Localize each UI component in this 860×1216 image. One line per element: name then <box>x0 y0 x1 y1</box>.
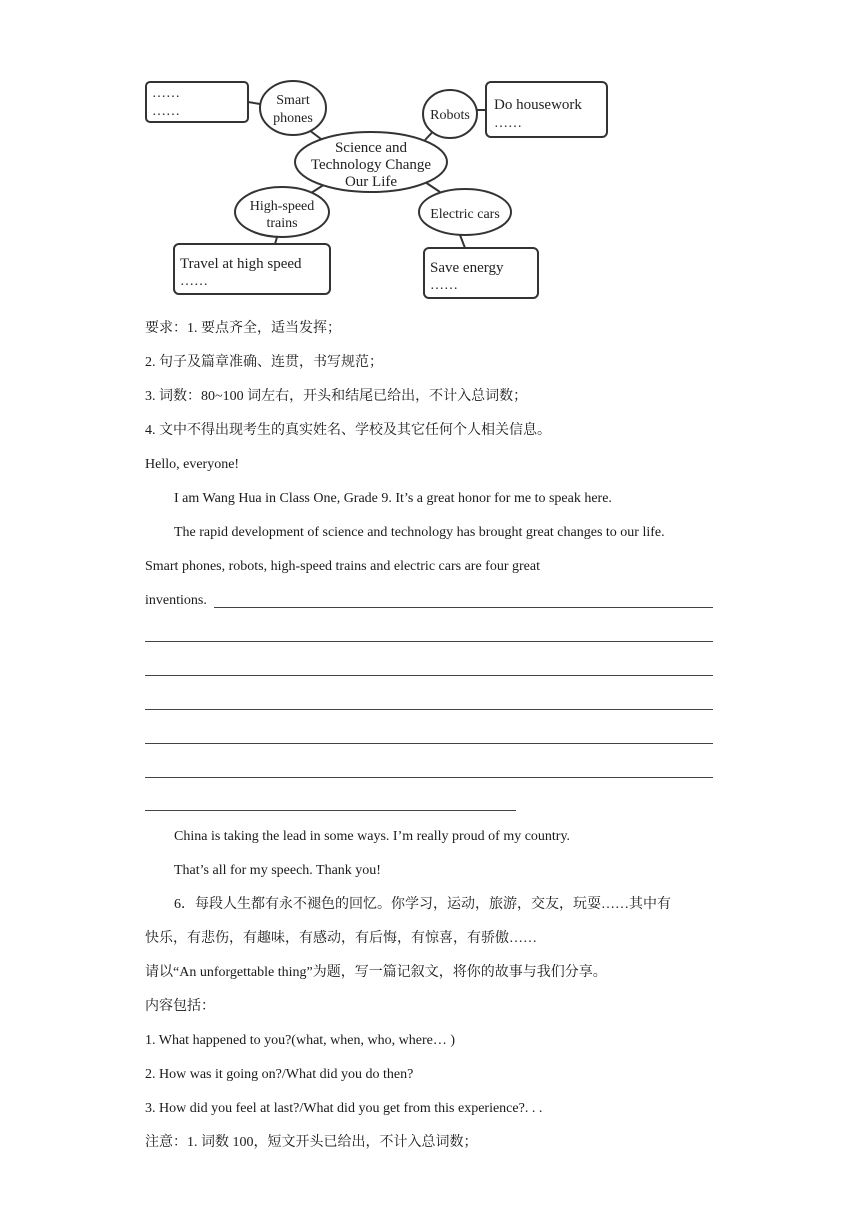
svg-text:Robots: Robots <box>430 108 470 123</box>
answer-line[interactable] <box>145 641 713 642</box>
essay-para2-line2: Smart phones, robots, high-speed trains and electric cars are four great <box>145 559 540 574</box>
q6-line2: 快乐，有悲伤，有趣味，有感动，有后悔，有惊喜，有骄傲…… <box>145 931 537 946</box>
q6-note: 注意：1. 词数 100，短文开头已给出，不计入总词数； <box>145 1135 478 1150</box>
svg-text:Travel at high speed: Travel at high speed <box>180 256 302 272</box>
svg-text:……: …… <box>494 116 522 131</box>
svg-text:Smart: Smart <box>276 93 310 108</box>
svg-text:……: …… <box>152 104 180 119</box>
svg-text:……: …… <box>430 278 458 293</box>
svg-text:Save energy: Save energy <box>430 260 504 276</box>
node-smart-phones <box>260 81 326 135</box>
box-robots <box>486 82 607 137</box>
essay-closing-2: That’s all for my speech. Thank you! <box>174 863 381 878</box>
box-cars <box>424 248 538 298</box>
essay-greeting: Hello, everyone! <box>145 457 240 472</box>
q6-content-label: 内容包括： <box>145 999 215 1014</box>
requirement-2: 2. 句子及篇章准确、连贯，书写规范； <box>145 355 383 370</box>
node-high-speed-trains <box>235 187 329 237</box>
answer-line[interactable] <box>145 810 516 811</box>
q6-line3: 请以“An unforgettable thing”为题，写一篇记叙文，将你的故事与我们分享。 <box>145 965 607 980</box>
box-trains <box>174 244 330 294</box>
answer-line[interactable] <box>145 777 713 778</box>
requirement-4: 4. 文中不得出现考生的真实姓名、学校及其它任何个人相关信息。 <box>145 423 551 438</box>
essay-para2-line1: The rapid development of science and technology has brought great changes to our life. <box>174 525 665 540</box>
node-electric-cars <box>419 189 511 235</box>
mind-map-diagram <box>140 72 620 304</box>
essay-para1: I am Wang Hua in Class One, Grade 9. It’s a great honor for me to speak here. <box>174 491 612 506</box>
q6-item-2: 2. How was it going on?/What did you do then? <box>145 1067 414 1082</box>
essay-para2-line3: inventions. <box>145 593 207 608</box>
svg-text:Our Life: Our Life <box>344 174 398 190</box>
svg-text:phones: phones <box>273 111 313 126</box>
answer-line[interactable] <box>145 709 713 710</box>
q6-line1: 6．每段人生都有永不褪色的回忆。你学习，运动，旅游，交友，玩耍……其中有 <box>174 897 671 912</box>
node-robots <box>423 90 477 138</box>
answer-line[interactable] <box>145 743 713 744</box>
box-top-left <box>146 82 248 122</box>
requirement-1: 要求：1. 要点齐全，适当发挥； <box>145 321 341 336</box>
answer-line[interactable] <box>214 607 713 608</box>
svg-text:trains: trains <box>266 216 298 231</box>
svg-text:Do housework: Do housework <box>494 97 582 113</box>
svg-text:……: …… <box>180 274 208 289</box>
requirement-3: 3. 词数：80~100 词左右，开头和结尾已给出，不计入总词数； <box>145 389 528 404</box>
q6-item-3: 3. How did you feel at last?/What did you get from this experience?. . . <box>145 1101 543 1116</box>
q6-item-1: 1. What happened to you?(what, when, who, where… ) <box>145 1033 455 1048</box>
svg-text:Technology Change: Technology Change <box>310 157 432 173</box>
answer-line[interactable] <box>145 675 713 676</box>
svg-text:High-speed: High-speed <box>249 199 315 214</box>
node-center <box>295 132 447 192</box>
svg-text:Electric cars: Electric cars <box>430 207 500 222</box>
svg-text:……: …… <box>152 86 180 101</box>
essay-closing-1: China is taking the lead in some ways. I’m really proud of my country. <box>174 829 571 844</box>
svg-text:Science and: Science and <box>334 140 408 156</box>
